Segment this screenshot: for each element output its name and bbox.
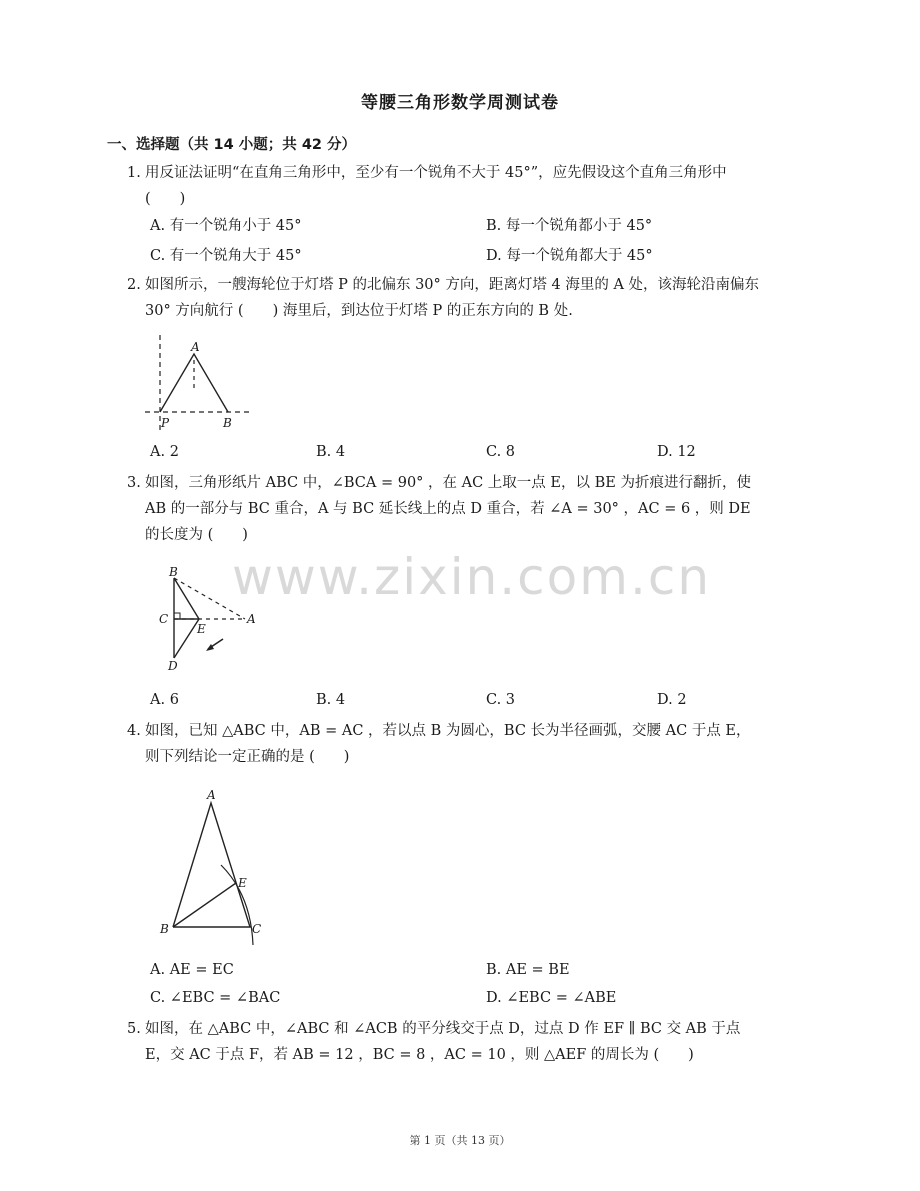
option-a[interactable]: A. 6 [150, 692, 179, 708]
option-b[interactable]: B. 每一个锐角都小于 45° [486, 218, 653, 234]
option-c[interactable]: C. 3 [486, 692, 516, 708]
question-text-line: 的长度为 ( ) [145, 527, 248, 543]
figure-label: B [223, 416, 232, 430]
figure-label: A [207, 788, 216, 802]
question-text-line: 如图，三角形纸片 ABC 中，∠BCA = 90° ，在 AC 上取一点 E，以 BE 为折痕进行翻折，使 [145, 475, 751, 491]
question-text-line: 如图，已知 △ABC 中，AB = AC ，若以点 B 为圆心，BC 长为半径画弧，交腰 AC 于点 E， [145, 723, 751, 739]
option-c[interactable]: C. 8 [486, 444, 516, 460]
option-d[interactable]: D. 2 [657, 692, 687, 708]
question-4 [127, 718, 819, 770]
question-text-line: 用反证法证明“在直角三角形中，至少有一个锐角不大于 45°”，应先假设这个直角三角形中 [145, 165, 727, 181]
question-2 [127, 272, 819, 324]
option-a[interactable]: A. 有一个锐角小于 45° [150, 218, 302, 234]
question-number: 1. [127, 165, 141, 181]
figure-label: B [160, 922, 169, 936]
question-number: 4. [127, 723, 141, 739]
page-title: 等腰三角形数学周测试卷 [361, 93, 559, 113]
figure-label: B [169, 565, 178, 579]
figure-isosceles-arc [155, 785, 270, 955]
question-number: 3. [127, 475, 141, 491]
option-c[interactable]: C. ∠EBC = ∠BAC [150, 990, 281, 1006]
option-c[interactable]: C. 有一个锐角大于 45° [150, 248, 302, 264]
question-text-line: E，交 AC 于点 F，若 AB = 12 ，BC = 8 ，AC = 10 ，则 △AEF 的周长为 ( ) [145, 1047, 694, 1063]
option-d[interactable]: D. ∠EBC = ∠ABE [486, 990, 617, 1006]
figure-label: A [247, 612, 256, 626]
question-text-line: 如图所示，一艘海轮位于灯塔 P 的北偏东 30° 方向，距离灯塔 4 海里的 A 处，该海轮沿南偏东 [145, 277, 760, 293]
question-text-line: 如图，在 △ABC 中，∠ABC 和 ∠ACB 的平分线交于点 D，过点 D 作 EF ∥ BC 交 AB 于点 [145, 1021, 741, 1037]
figure-label: A [191, 340, 200, 354]
option-b[interactable]: B. 4 [316, 692, 346, 708]
watermark: www.zixin.com.cn [232, 548, 712, 606]
figure-label: E [197, 622, 206, 636]
question-text-line: 30° 方向航行 ( ) 海里后，到达位于灯塔 P 的正东方向的 B 处. [145, 303, 573, 319]
figure-lighthouse [140, 330, 255, 435]
figure-label: E [238, 876, 247, 890]
figure-label: C [252, 922, 262, 936]
question-text-line: ( ) [145, 191, 186, 207]
figure-label: D [168, 659, 178, 673]
option-b[interactable]: B. 4 [316, 444, 346, 460]
question-number: 2. [127, 277, 141, 293]
figure-label: C [159, 612, 169, 626]
question-3 [127, 470, 819, 548]
question-1 [127, 160, 819, 212]
question-5 [127, 1016, 819, 1068]
option-d[interactable]: D. 每一个锐角都大于 45° [486, 248, 653, 264]
option-a[interactable]: A. 2 [150, 444, 179, 460]
option-d[interactable]: D. 12 [657, 444, 696, 460]
question-text-line: AB 的一部分与 BC 重合，A 与 BC 延长线上的点 D 重合，若 ∠A = 30° ，AC = 6 ，则 DE [145, 501, 751, 517]
option-a[interactable]: A. AE = EC [150, 962, 234, 978]
section-heading: 一、选择题（共 14 小题；共 42 分） [107, 137, 357, 153]
question-1-stem [127, 160, 819, 186]
option-b[interactable]: B. AE = BE [486, 962, 570, 978]
figure-label: P [161, 416, 170, 430]
figure-folded-triangle [155, 562, 265, 677]
page-footer: 第 1 页（共 13 页） [409, 1134, 511, 1147]
question-number: 5. [127, 1021, 141, 1037]
question-text-line: 则下列结论一定正确的是 ( ) [145, 749, 350, 765]
